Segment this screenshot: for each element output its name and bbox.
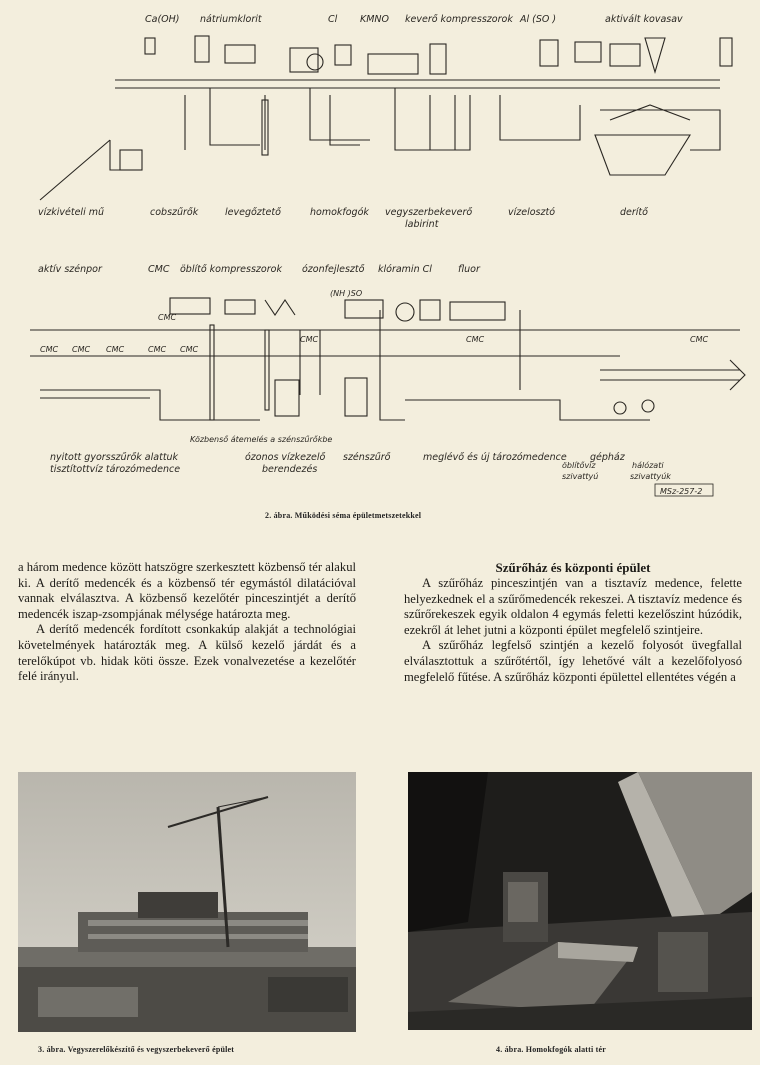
cmc-mark: CMC [690, 335, 709, 344]
label-keverokompresszorok: keverő kompresszorok [405, 14, 513, 25]
label-cobszurok: cobszűrők [150, 207, 199, 218]
label-kloramin: klóramin Cl [378, 264, 432, 275]
lower-equipment [30, 298, 745, 420]
label-ozonos-vizkezelo: ózonos vízkezelő [245, 452, 326, 463]
figure-4-caption: 4. ábra. Homokfogók alatti tér [496, 1045, 606, 1054]
label-levegozteto: levegőztető [225, 207, 281, 218]
cmc-mark: CMC [72, 345, 91, 354]
figure-3-photo [18, 772, 356, 1032]
label-labirint: labirint [405, 219, 439, 230]
figure-4-photo [408, 772, 752, 1030]
label-vizeloszto: vízelosztó [508, 207, 556, 218]
label-cmc: CMC [148, 264, 170, 275]
figure-2-caption: 2. ábra. Működési séma épületmetszetekkel [265, 511, 422, 520]
label-halozati: hálózati [632, 461, 664, 470]
right-paragraph-1: A szűrőház pinceszintjén van a tisztavíz medence, felette helyezkednek el a szűrőmedencék rekeszei. A tisztavíz medence és szűrőrekeszek egyik oldalon 4 egymás feletti kezelőszint húzódik, ezekről át lehet jutni a központi épület megfelelő szintjeire. [404, 576, 742, 637]
label-natriumklorit: nátriumklorit [200, 14, 262, 25]
label-meglevo-tarozo: meglévő és új tározómedence [423, 452, 567, 463]
label-gephaz: gépház [590, 452, 625, 463]
cmc-mark: CMC [466, 335, 485, 344]
label-nyitott-gyorsszurok: nyitott gyorsszűrők alattuk [50, 452, 179, 463]
label-al2so4: Al (SO ) [520, 14, 557, 25]
left-column [18, 560, 356, 685]
label-kmno4: KMNO [360, 14, 390, 25]
label-oblito-kompresszorok: öblítő kompresszorok [180, 264, 282, 275]
drawing-stamp: MSz-257-2 [660, 487, 703, 496]
label-ammonium: (NH )SO [330, 289, 363, 298]
cmc-mark: CMC [180, 345, 199, 354]
cmc-mark: CMC [40, 345, 59, 354]
left-paragraph-1: a három medence között hatszögre szerkesztett közbenső tér alakul ki. A derítő medencék és a közbenső tér egymástól dilatációval vannak elválasztva. A közbenső kezelőtér pinceszintjét a derítő medencék iszap-zsompjának mélysége határozta meg. [18, 560, 356, 621]
label-vizkiveteli-mu: vízkivételi mű [38, 207, 104, 218]
label-oblitoviz: öblítővíz [562, 461, 596, 470]
label-caoh: Ca(OH) [145, 14, 180, 25]
label-tisztitottviz: tisztítottvíz tározómedence [50, 464, 181, 475]
label-szivattyu: szivattyú [562, 472, 599, 481]
upper-equipment [40, 36, 732, 200]
label-berendezes: berendezés [262, 464, 318, 475]
cmc-mark: CMC [106, 345, 125, 354]
section-heading: Szűrőház és központi épület [495, 560, 651, 575]
label-kozbenso-atemeles: Közbenső átemelés a szénszűrőkbe [190, 435, 333, 444]
label-derito: derítő [620, 207, 648, 218]
label-aktivalt-kovasav: aktivált kovasav [605, 14, 683, 25]
process-diagram [0, 0, 760, 505]
label-fluor: fluor [458, 264, 480, 275]
right-paragraph-2: A szűrőház legfelső szintjén a kezelő folyosót üvegfallal elválasztottuk a szűrőtértől, így lehetővé vált a kezelőfolyosó megfelelő fűtése. A szűrőház központi épülettel ellentétes végén a [404, 638, 742, 684]
cmc-mark: CMC [148, 345, 167, 354]
label-ozonfejleszto: ózonfejlesztő [302, 264, 365, 275]
cmc-mark: CMC [300, 335, 319, 344]
process-schematic-svg [0, 0, 760, 505]
right-column [404, 560, 742, 685]
left-paragraph-2: A derítő medencék fordított csonkakúp alakját a technológiai követelmények határozták meg. A külső kezelő járdát és a terelőkúpot vb. hidak köti össze. Ezek vonalvezetése a kezelőtér felé irányul. [18, 622, 356, 684]
label-szenszuro: szénszűrő [343, 452, 391, 463]
label-szivattyuk: szivattyúk [630, 472, 671, 481]
label-cl2: Cl [328, 14, 338, 25]
label-vegyszerbekevero: vegyszerbekeverő [385, 207, 473, 218]
figure-3-caption: 3. ábra. Vegyszerelőkészítő és vegyszerbekeverő épület [38, 1045, 235, 1054]
label-aktiv-szenpor: aktív szénpor [38, 264, 102, 275]
cmc-mark: CMC [158, 313, 177, 322]
label-homokfogok: homokfogók [310, 207, 369, 218]
